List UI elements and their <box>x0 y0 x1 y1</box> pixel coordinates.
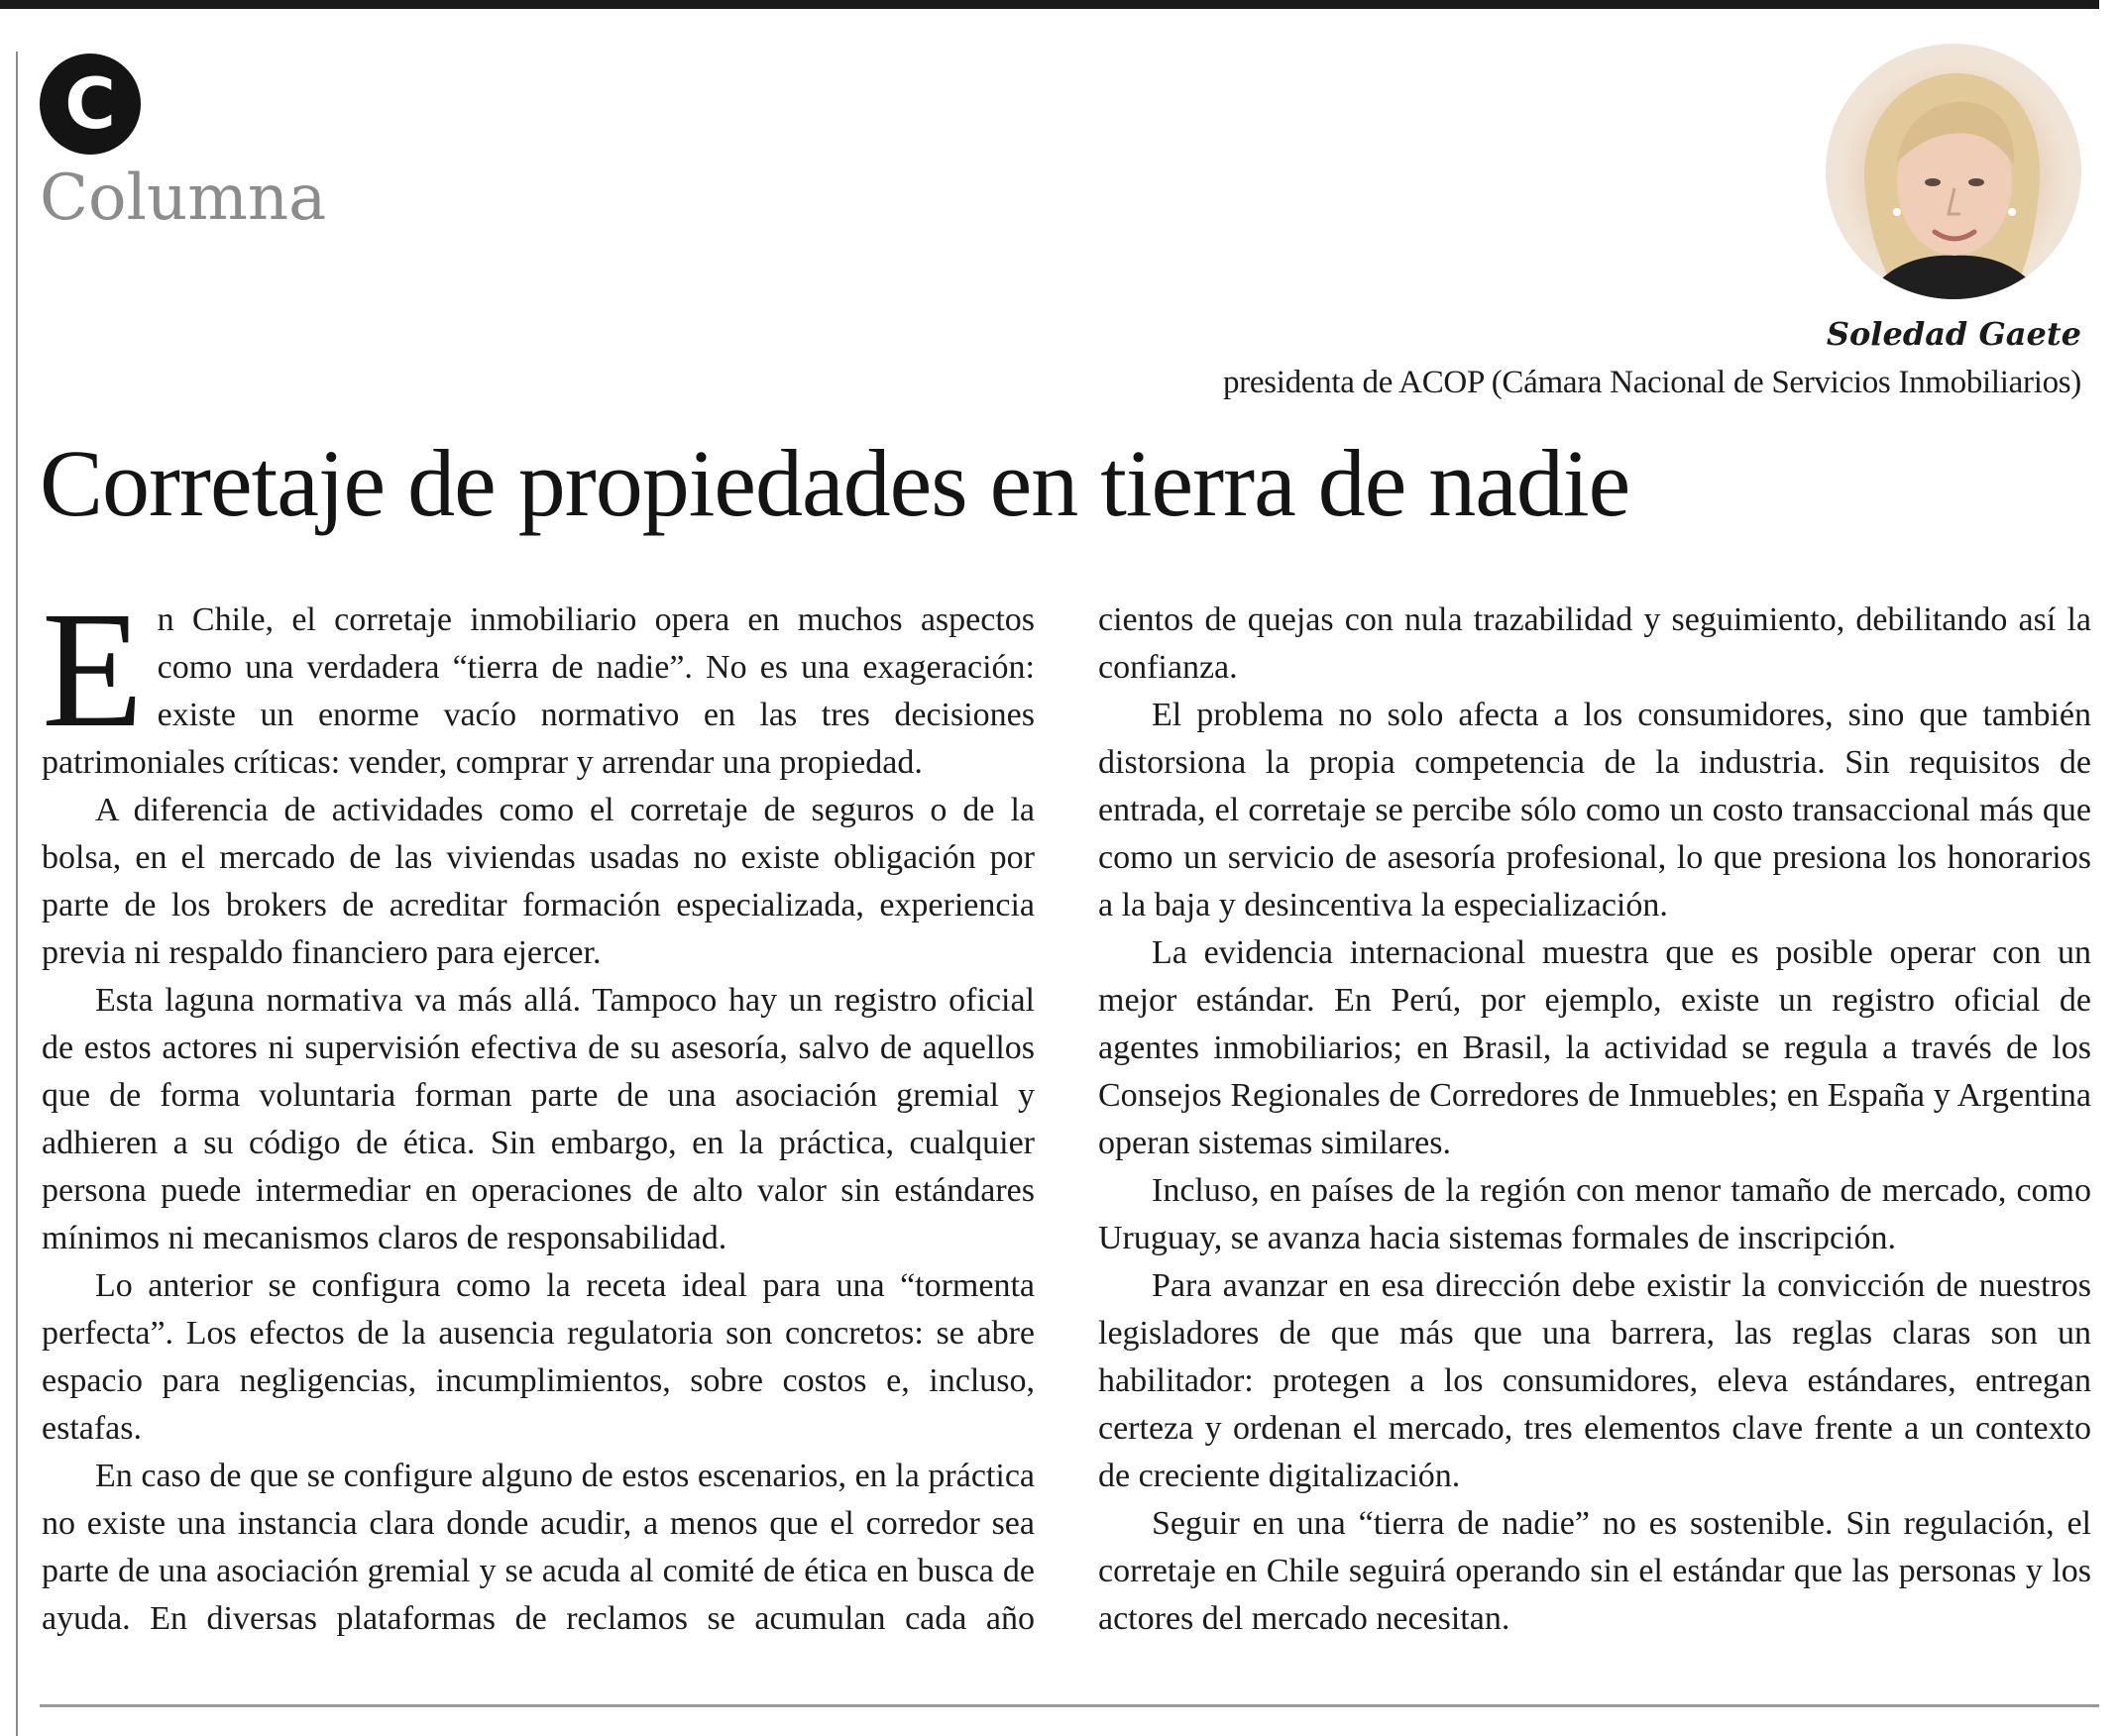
article-paragraph-5: En caso de que se configure alguno de estos escenarios, en la práctica no existe una instancia clara donde acudir, a menos que el corredor sea parte de una asociación gremial y se acuda al comité de ética en busca de ayuda. En diversas plataformas de reclamos se acumulan cada año cientos de quejas con nula trazabilidad y seguimiento, debilitando así la confianza. <box>42 601 2091 1637</box>
top-rule <box>0 0 2099 9</box>
author-portrait-icon <box>1826 44 2081 299</box>
section-icon-letter: C <box>64 63 116 145</box>
article-paragraph-10: Seguir en una “tierra de nadie” no es sostenible. Sin regulación, el corretaje en Chile seguirá operando sin el estándar que las personas y los actores del mercado necesitan. <box>1098 1505 2091 1637</box>
article-headline: Corretaje de propiedades en tierra de nadie <box>40 430 1630 536</box>
section-label: Columna <box>40 162 327 235</box>
article-paragraph-2: A diferencia de actividades como el corretaje de seguros o de la bolsa, en el mercado de las viviendas usadas no existe obligación por parte de los brokers de acreditar formación especializada, experiencia previa ni respaldo financiero para ejercer. <box>42 792 1035 971</box>
author-role: presidenta de ACOP (Cámara Nacional de Servicios Inmobiliarios) <box>1222 365 2081 400</box>
author-photo <box>1826 44 2081 299</box>
article-paragraph-8: Incluso, en países de la región con menor tamaño de mercado, como Uruguay, se avanza hacia sistemas formales de inscripción. <box>1098 1172 2091 1256</box>
article-paragraph-1 <box>42 578 1035 787</box>
drop-cap: E <box>42 578 144 762</box>
article-paragraph-4: Lo anterior se configura como la receta ideal para una “tormenta perfecta”. Los efectos de la ausencia regulatoria son concretos: se abre espacio para negligencias, incumplimientos, sobre costos e, incluso, estafas. <box>42 1267 1035 1447</box>
left-column-rule <box>16 52 18 1736</box>
article-paragraph-9: Para avanzar en esa dirección debe existir la convicción de nuestros legisladores de que más que una barrera, las reglas claras son un habilitador: protegen a los consumidores, eleva estándares, entregan certeza y ordenan el mercado, tres elementos clave frente a un contexto de creciente digitalización. <box>1098 1267 2091 1494</box>
article-paragraph-3: Esta laguna normativa va más allá. Tampoco hay un registro oficial de estos actores ni supervisión efectiva de su asesoría, salvo de aquellos que de forma voluntaria forman parte de una asociación gremial y adhieren a su código de ética. Sin embargo, en la práctica, cualquier persona puede intermediar en operaciones de alto valor sin estándares mínimos ni mecanismos claros de responsabilidad. <box>42 982 1035 1256</box>
article-body <box>42 578 2091 1696</box>
article-paragraph-7: La evidencia internacional muestra que es posible operar con un mejor estándar. En Perú, por ejemplo, existe un registro oficial de agentes inmobiliarios; en Brasil, la actividad se regula a través de los Consejos Regionales de Corredores de Inmuebles; en España y Argentina operan sistemas similares. <box>1098 934 2091 1161</box>
article-paragraph-1-text: n Chile, el corretaje inmobiliario opera en muchos aspectos como una verdadera “tierra de nadie”. No es una exageración: existe un enorme vacío normativo en las tres decisiones patrimoniales críticas: vender, comprar y arrendar una propiedad. <box>42 601 1035 781</box>
bottom-rule <box>40 1704 2099 1707</box>
article-paragraph-6: El problema no solo afecta a los consumidores, sino que también distorsiona la propia competencia de la industria. Sin requisitos de entrada, el corretaje se percibe sólo como un costo transaccional más que como un servicio de asesoría profesional, lo que presiona los honorarios a la baja y desincentiva la especialización. <box>1098 697 2091 923</box>
columna-section-icon <box>40 54 141 155</box>
author-name: Soledad Gaete <box>1826 315 2081 353</box>
